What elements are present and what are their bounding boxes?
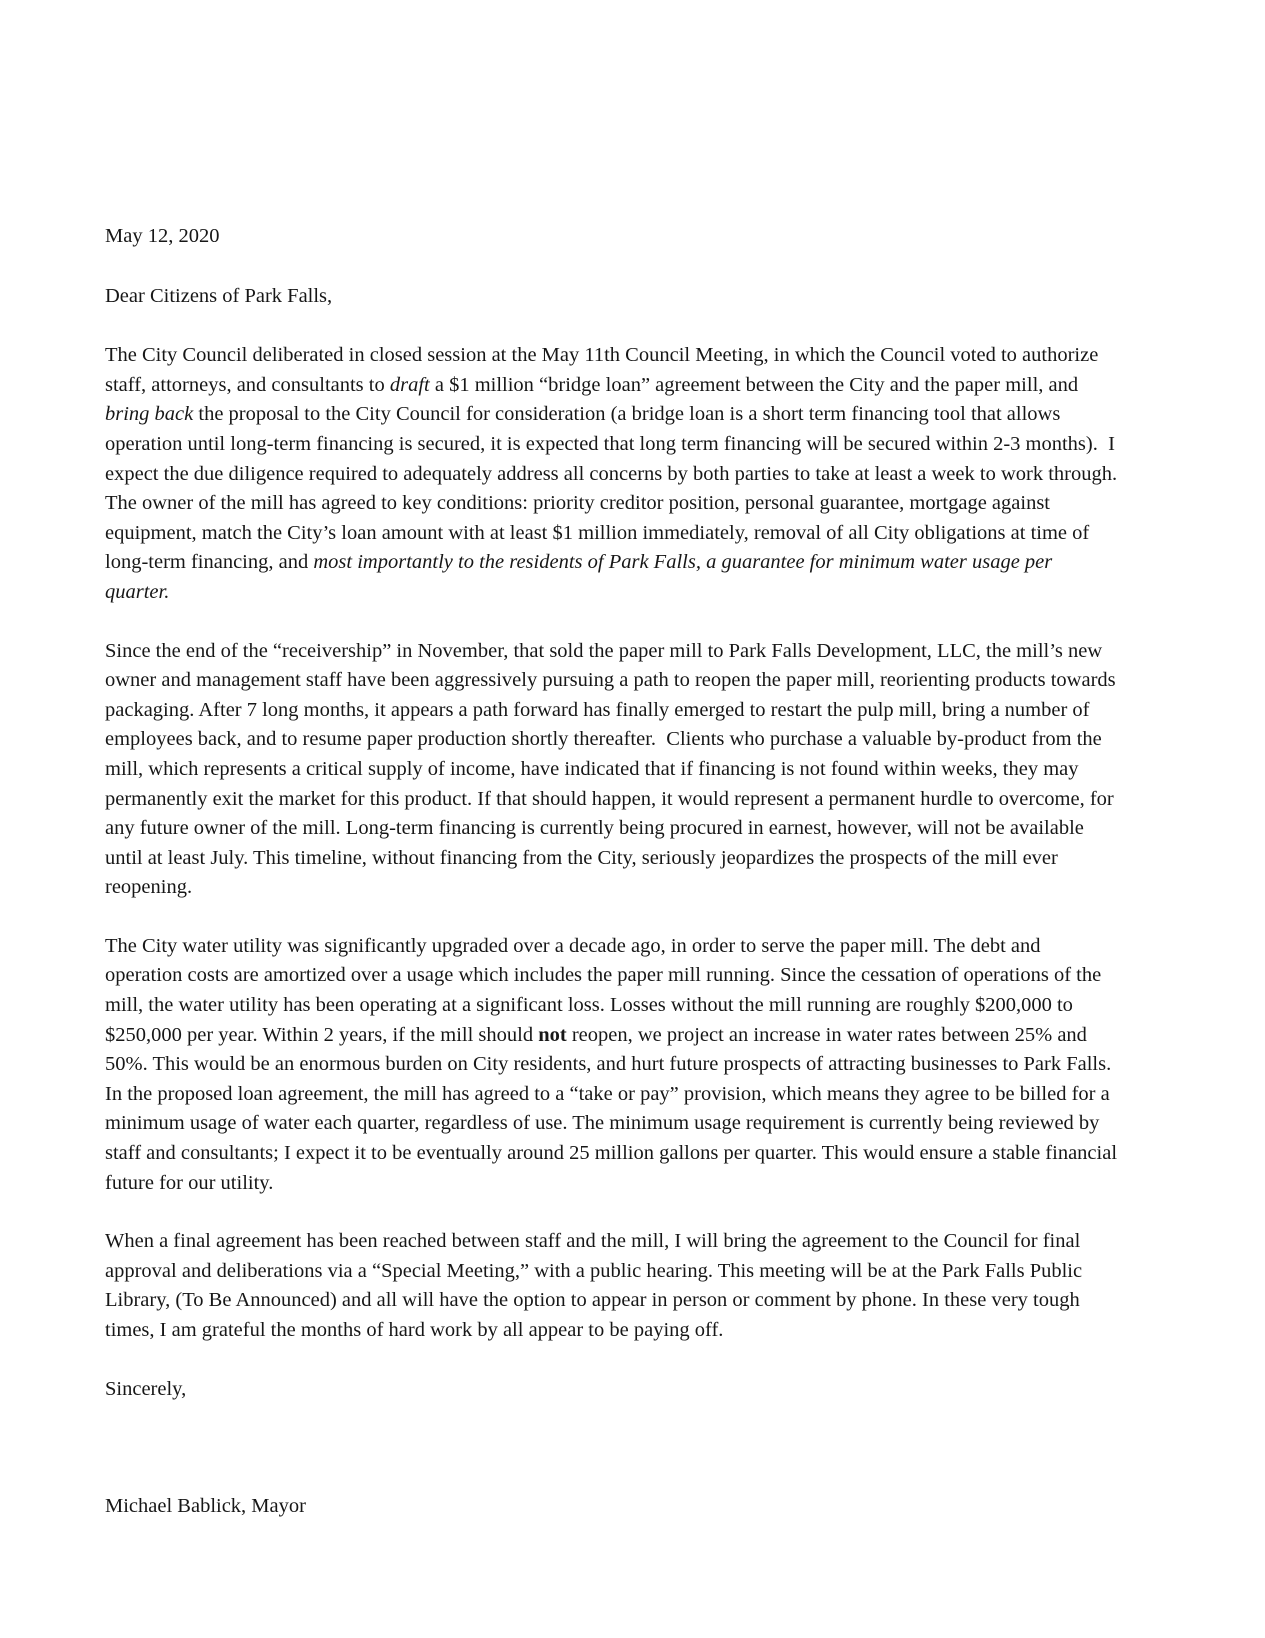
letter-salutation: Dear Citizens of Park Falls, bbox=[105, 284, 333, 307]
letter-body bbox=[105, 222, 1123, 1522]
paragraph-1-text-b: a $1 million “bridge loan” agreement between the City and the paper mill, and bbox=[429, 373, 1084, 396]
paragraph-1-text-c: the proposal to the City Council for consideration (a bridge loan is a short term financing tool that allows operation until long-term financing is secured, it is expected that long term financing will be secured within 2-3 months). I expect the due diligence required to adequately address all concerns by both parties to take at least a week to work through. The owner of the mill has agreed to key conditions: priority creditor position, personal guarantee, mortgage against equipment, match the City’s loan amount with at least $1 million immediately, removal of all City obligations at time of long-term financing, and bbox=[105, 403, 1122, 574]
paragraph-3 bbox=[105, 932, 1123, 1198]
letter-signature: Michael Bablick, Mayor bbox=[105, 1495, 306, 1518]
paragraph-1 bbox=[105, 341, 1122, 607]
paragraph-4: When a final agreement has been reached between staff and the mill, I will bring the agreement to the Council for final approval and deliberations via a “Special Meeting,” with a public hearing. This meeting will be at the Park Falls Public Library, (To Be Announced) and all will have the option to appear in person or comment by phone. In these very tough times, I am grateful the months of hard work by all appear to be paying off. bbox=[105, 1230, 1088, 1341]
paragraph-3-bold-not: not bbox=[538, 1023, 567, 1046]
paragraph-1-emphasis-water-guarantee: most importantly to the residents of Park Falls, a guarantee for minimum water usage per quarter. bbox=[105, 551, 1058, 603]
paragraph-3-text-b: reopen, we project an increase in water rates between 25% and 50%. This would be an enormous burden on City residents, and hurt future prospects of attracting businesses to Park Falls. In the proposed loan agreement, the mill has agreed to a “take or pay” provision, which means they agree to be billed for a minimum usage of water each quarter, regardless of use. The minimum usage requirement is currently being reviewed by staff and consultants; I expect it to be eventually around 25 million gallons per quarter. This would ensure a stable financial future for our utility. bbox=[105, 1023, 1123, 1194]
paragraph-3-text-a: The City water utility was significantly upgraded over a decade ago, in order to serve the paper mill. The debt and operation costs are amortized over a usage which includes the paper mill running. Since the cessation of operations of the mill, the water utility has been operating at a significant loss. Losses without the mill running are roughly $200,000 to $250,000 per year. Within 2 years, if the mill should bbox=[105, 934, 1107, 1046]
letter-closing: Sincerely, bbox=[105, 1377, 187, 1400]
paragraph-1-text-a: The City Council deliberated in closed session at the May 11th Council Meeting, in which the Council voted to authorize staff, attorneys, and consultants to bbox=[105, 344, 1104, 396]
paragraph-2: Since the end of the “receivership” in November, that sold the paper mill to Park Falls Development, LLC, the mill’s new owner and management staff have been aggressively pursuing a path to reopen the paper mill, reorienting products towards packaging. After 7 long months, it appears a path forward has finally emerged to restart the pulp mill, bring a number of employees back, and to resume paper production shortly thereafter. Clients who purchase a valuable by-product from the mill, which represents a critical supply of income, have indicated that if financing is not found within weeks, they may permanently exit the market for this product. If that should happen, it would represent a permanent hurdle to overcome, for any future owner of the mill. Long-term financing is currently being procured in earnest, however, will not be available until at least July. This timeline, without financing from the City, seriously jeopardizes the prospects of the mill ever reopening. bbox=[105, 639, 1121, 899]
paragraph-1-emphasis-bring-back: bring back bbox=[105, 403, 194, 426]
letter-date: May 12, 2020 bbox=[105, 225, 220, 247]
paragraph-1-emphasis-draft: draft bbox=[389, 373, 430, 396]
